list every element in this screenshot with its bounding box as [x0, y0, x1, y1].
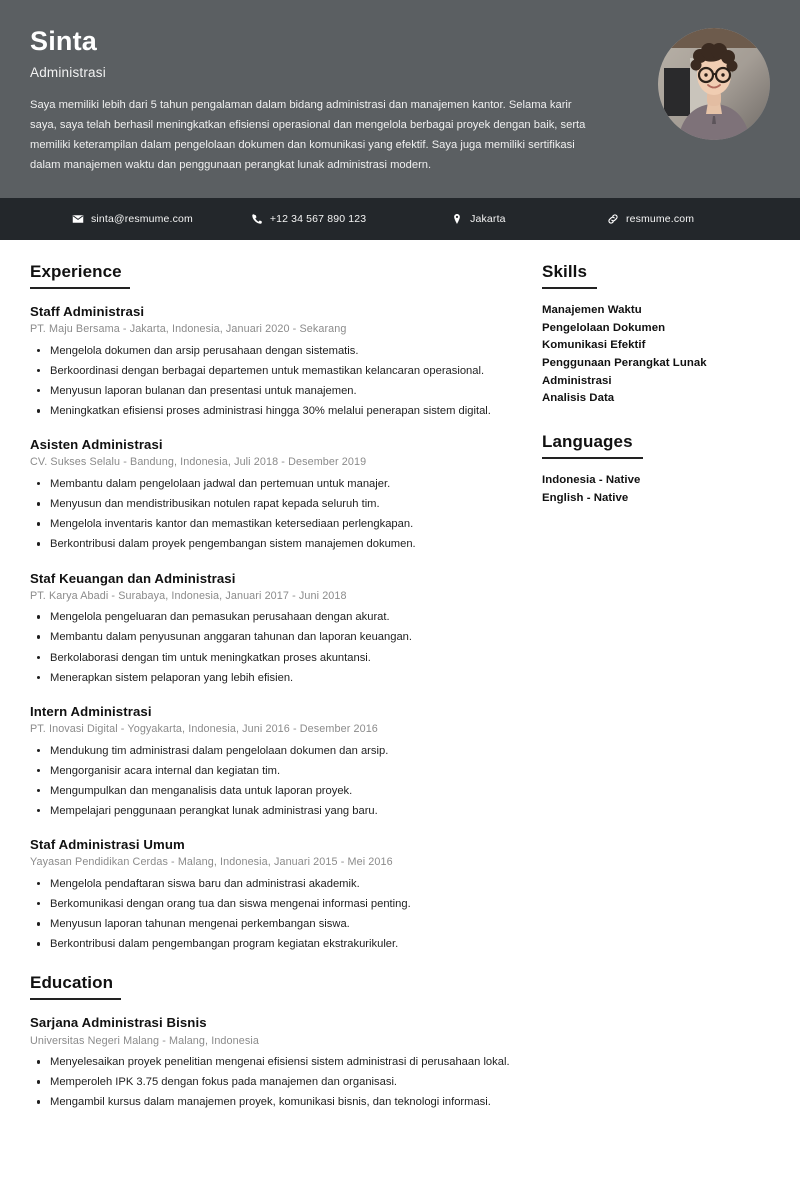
contact-email-value: sinta@resmume.com — [91, 212, 193, 225]
contact-website-value: resmume.com — [625, 212, 695, 225]
languages-section — [542, 432, 750, 507]
bullet-item: Mengelola pendaftaran siswa baru dan administrasi akademik. — [30, 875, 516, 893]
bullet-item: Berkontribusi dalam proyek pengembangan sistem manajemen dokumen. — [30, 535, 516, 553]
skills-list — [542, 302, 750, 408]
bullet-item: Mengelola inventaris kantor dan memastikan ketersediaan perlengkapan. — [30, 515, 516, 533]
bullet-item: Mendukung tim administrasi dalam pengelolaan dokumen dan arsip. — [30, 742, 516, 760]
bullet-item: Mengelola dokumen dan arsip perusahaan dengan sistematis. — [30, 342, 516, 360]
experience-heading: Experience — [30, 262, 130, 289]
link-icon — [607, 213, 619, 225]
envelope-icon — [72, 213, 84, 225]
profile-photo-graphic — [658, 28, 770, 140]
bullet-item: Menyelesaikan proyek penelitian mengenai efisiensi sistem administrasi di perusahaan lokal. — [30, 1053, 516, 1071]
entry-role: Staff Administrasi — [30, 303, 145, 319]
resume-header — [0, 0, 800, 198]
profile-summary: Saya memiliki lebih dari 5 tahun pengalaman dalam bidang administrasi dan manajemen kantor. Selama karir saya, saya telah berhasil meningkatkan efisiensi operasional dan mengelola berbagai proyek dengan baik, serta memiliki keterampilan dalam pengelolaan dokumen dan komunikasi yang efektif. Saya juga memiliki sertifikasi dalam manajemen waktu dan penggunaan perangkat lunak administrasi modern. — [30, 99, 586, 172]
bullet-item: Memperoleh IPK 3.75 dengan fokus pada manajemen dan organisasi. — [30, 1073, 516, 1091]
experience-entries — [30, 303, 516, 953]
contact-phone-value: +12 34 567 890 123 — [269, 212, 367, 225]
languages-heading: Languages — [542, 432, 643, 459]
bullet-item: Berkomunikasi dengan orang tua dan siswa mengenai informasi penting. — [30, 895, 516, 913]
header-text-block — [30, 26, 630, 176]
bullet-item: Berkontribusi dalam pengembangan program kegiatan ekstrakurikuler. — [30, 935, 516, 953]
entry-role: Intern Administrasi — [30, 703, 152, 719]
experience-entry — [30, 836, 516, 953]
entry-degree: Sarjana Administrasi Bisnis — [30, 1015, 207, 1031]
contact-phone[interactable] — [241, 213, 431, 225]
resume-body — [0, 240, 800, 1144]
skill-item: Penggunaan Perangkat Lunak Administrasi — [542, 357, 707, 387]
page-title: Sinta — [30, 26, 98, 56]
entry-meta: PT. Inovasi Digital - Yogyakarta, Indonesia, Juni 2016 - Desember 2016 — [30, 722, 378, 735]
bullet-item: Menyusun dan mendistribusikan notulen rapat kepada seluruh tim. — [30, 495, 516, 513]
experience-entry — [30, 303, 516, 420]
entry-role: Staf Keuangan dan Administrasi — [30, 570, 236, 586]
phone-icon — [251, 213, 263, 225]
language-item: English - Native — [542, 491, 629, 504]
entry-bullets — [30, 475, 516, 554]
entry-meta: Yayasan Pendidikan Cerdas - Malang, Indonesia, Januari 2015 - Mei 2016 — [30, 856, 393, 869]
entry-meta: Universitas Negeri Malang - Malang, Indonesia — [30, 1034, 259, 1047]
experience-entry — [30, 570, 516, 687]
entry-role: Staf Administrasi Umum — [30, 837, 185, 853]
entry-bullets — [30, 608, 516, 687]
avatar — [658, 28, 770, 140]
bullet-item: Menerapkan sistem pelaporan yang lebih efisien. — [30, 669, 516, 687]
entry-role: Asisten Administrasi — [30, 437, 163, 453]
bullet-item: Membantu dalam pengelolaan jadwal dan pertemuan untuk manajer. — [30, 475, 516, 493]
profile-photo — [658, 28, 770, 140]
bullet-item: Berkolaborasi dengan tim untuk meningkatkan proses akuntansi. — [30, 649, 516, 667]
bullet-item: Mengambil kursus dalam manajemen proyek, komunikasi bisnis, dan teknologi informasi. — [30, 1093, 516, 1111]
education-entries — [30, 1014, 516, 1111]
entry-bullets — [30, 742, 516, 821]
bullet-item: Mempelajari penggunaan perangkat lunak administrasi yang baru. — [30, 802, 516, 820]
contact-bar — [0, 198, 800, 240]
experience-entry — [30, 436, 516, 553]
entry-meta: CV. Sukses Selalu - Bandung, Indonesia, Juli 2018 - Desember 2019 — [30, 456, 367, 469]
contact-location-value: Jakarta — [470, 212, 506, 225]
bullet-item: Membantu dalam penyusunan anggaran tahunan dan laporan keuangan. — [30, 628, 516, 646]
language-item: Indonesia - Native — [542, 474, 641, 487]
experience-section — [30, 262, 516, 953]
skill-item: Analisis Data — [542, 392, 615, 405]
contact-email[interactable] — [30, 213, 241, 225]
languages-list — [542, 472, 750, 507]
bullet-item: Menyusun laporan tahunan mengenai perkembangan siswa. — [30, 915, 516, 933]
skills-heading: Skills — [542, 262, 597, 289]
entry-meta: PT. Karya Abadi - Surabaya, Indonesia, Januari 2017 - Juni 2018 — [30, 589, 347, 602]
education-entry — [30, 1014, 516, 1111]
location-pin-icon — [451, 213, 463, 225]
skill-item: Komunikasi Efektif — [542, 339, 646, 352]
bullet-item: Menyusun laporan bulanan dan presentasi untuk manajemen. — [30, 382, 516, 400]
entry-meta: PT. Maju Bersama - Jakarta, Indonesia, Januari 2020 - Sekarang — [30, 323, 347, 336]
bullet-item: Mengorganisir acara internal dan kegiatan tim. — [30, 762, 516, 780]
skill-item: Manajemen Waktu — [542, 303, 642, 316]
experience-entry — [30, 703, 516, 820]
bullet-item: Meningkatkan efisiensi proses administrasi hingga 30% melalui penerapan sistem digital. — [30, 402, 516, 420]
bullet-item: Berkoordinasi dengan berbagai departemen untuk memastikan kelancaran operasional. — [30, 362, 516, 380]
entry-bullets — [30, 1053, 516, 1111]
bullet-item: Mengelola pengeluaran dan pemasukan perusahaan dengan akurat. — [30, 608, 516, 626]
main-column — [30, 262, 542, 1114]
contact-location[interactable] — [431, 213, 597, 225]
contact-website[interactable] — [597, 213, 770, 225]
education-section — [30, 973, 516, 1111]
skill-item: Pengelolaan Dokumen — [542, 321, 666, 334]
education-heading: Education — [30, 973, 121, 1000]
job-title: Administrasi — [30, 65, 106, 81]
sidebar-column — [542, 262, 750, 507]
entry-bullets — [30, 875, 516, 954]
skills-section — [542, 262, 750, 408]
entry-bullets — [30, 342, 516, 421]
bullet-item: Mengumpulkan dan menganalisis data untuk laporan proyek. — [30, 782, 516, 800]
